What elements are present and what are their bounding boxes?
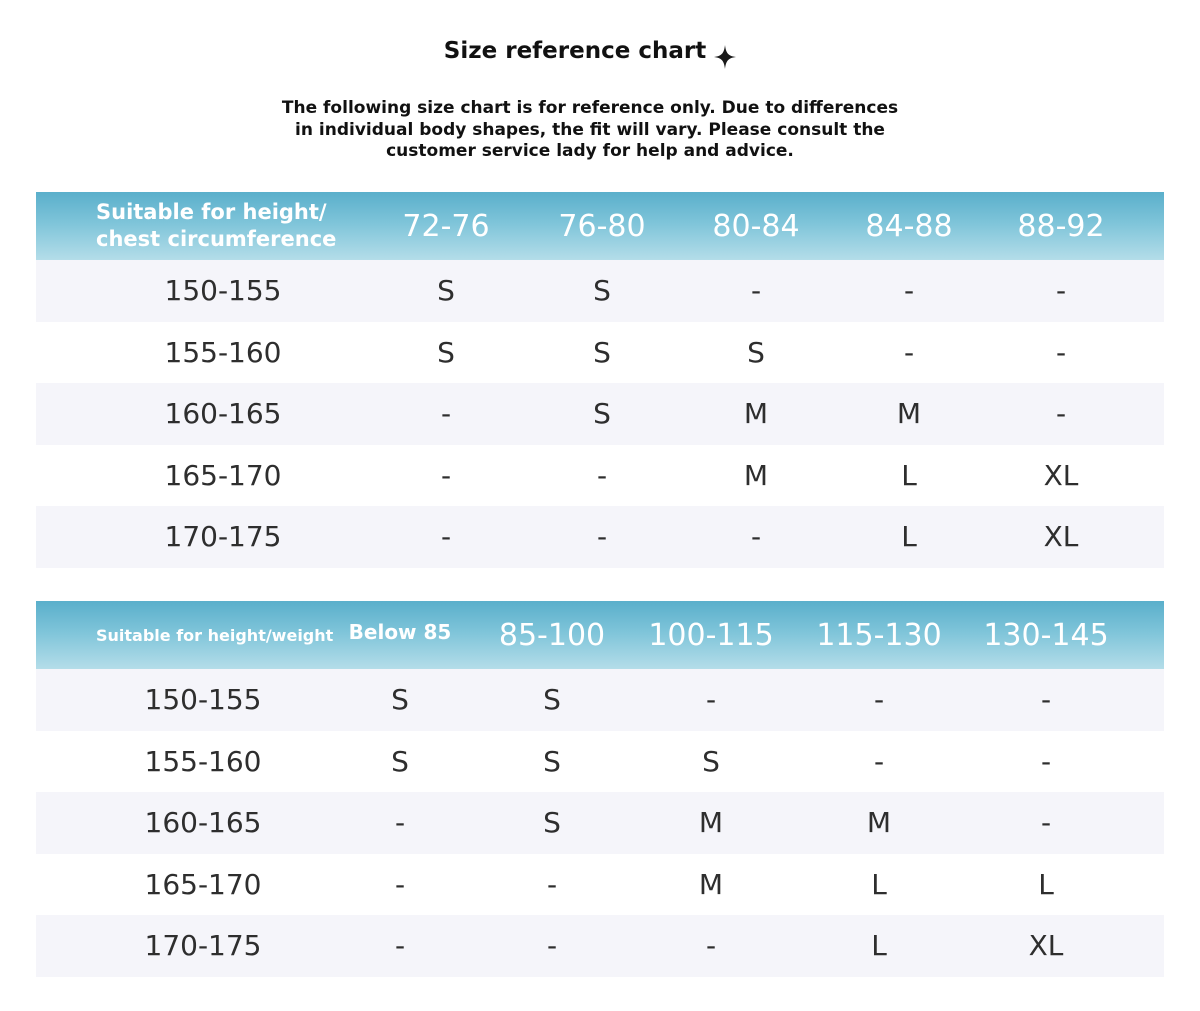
table-row <box>36 669 1164 731</box>
size-cell: S <box>593 335 611 369</box>
size-cell: - <box>750 520 762 554</box>
table-row <box>36 915 1164 977</box>
size-cell: L <box>871 929 887 963</box>
table-header <box>36 192 1164 260</box>
table-row <box>36 322 1164 384</box>
size-cell: S <box>593 397 611 431</box>
size-cell: S <box>437 335 455 369</box>
size-cell: - <box>705 929 717 963</box>
size-cell: S <box>593 274 611 308</box>
size-cell: - <box>903 335 915 369</box>
size-cell: S <box>543 744 561 778</box>
size-cell: XL <box>1043 458 1079 492</box>
size-cell: L <box>871 867 887 901</box>
size-cell: - <box>1055 397 1067 431</box>
size-table-chest <box>36 192 1164 568</box>
column-header: 100-115 <box>648 617 774 653</box>
size-cell: - <box>440 520 452 554</box>
table-row <box>36 445 1164 507</box>
column-header: 130-145 <box>983 617 1109 653</box>
height-label: 170-175 <box>144 929 262 963</box>
table-header <box>36 601 1164 669</box>
column-header: 85-100 <box>498 617 606 653</box>
size-cell: M <box>698 806 724 840</box>
size-cell: L <box>1038 867 1054 901</box>
size-cell: M <box>896 397 922 431</box>
column-header: 84-88 <box>865 208 953 244</box>
size-cell: - <box>596 520 608 554</box>
header-label: Suitable for height/weight <box>96 625 334 645</box>
height-label: 165-170 <box>144 867 262 901</box>
height-label: 150-155 <box>144 683 262 717</box>
column-header: 115-130 <box>816 617 942 653</box>
size-cell: - <box>440 458 452 492</box>
size-cell: - <box>1040 806 1052 840</box>
size-cell: M <box>743 458 769 492</box>
size-table-weight <box>36 601 1164 977</box>
height-label: 160-165 <box>164 397 282 431</box>
sparkle-icon <box>713 44 737 70</box>
size-cell: - <box>873 683 885 717</box>
size-cell: - <box>394 806 406 840</box>
size-cell: S <box>543 683 561 717</box>
size-cell: - <box>903 274 915 308</box>
size-cell: - <box>546 929 558 963</box>
size-cell: S <box>391 683 409 717</box>
size-cell: M <box>698 867 724 901</box>
column-header: 72-76 <box>402 208 490 244</box>
height-label: 150-155 <box>164 274 282 308</box>
size-cell: - <box>873 744 885 778</box>
size-cell: - <box>1040 683 1052 717</box>
height-label: 155-160 <box>164 335 282 369</box>
height-label: 165-170 <box>164 458 282 492</box>
size-cell: M <box>743 397 769 431</box>
size-cell: XL <box>1043 520 1079 554</box>
table-row <box>36 731 1164 793</box>
size-cell: S <box>747 335 765 369</box>
size-cell: - <box>1055 335 1067 369</box>
table-row <box>36 260 1164 322</box>
table-row <box>36 792 1164 854</box>
subtitle: The following size chart is for reference only. Due to differences in individual body shapes, the fit will vary. Please consult the customer service lady for help and advice. <box>281 98 899 161</box>
size-cell: - <box>596 458 608 492</box>
size-cell: - <box>1040 744 1052 778</box>
size-cell: - <box>546 867 558 901</box>
column-header: 88-92 <box>1017 208 1105 244</box>
table-row <box>36 383 1164 445</box>
table-row <box>36 854 1164 916</box>
height-label: 155-160 <box>144 744 262 778</box>
size-cell: XL <box>1028 929 1064 963</box>
page-title: Size reference chart <box>443 38 707 64</box>
size-cell: L <box>901 458 917 492</box>
height-label: 160-165 <box>144 806 262 840</box>
column-header: 80-84 <box>712 208 800 244</box>
header-label: Suitable for height/ chest circumference <box>96 200 337 251</box>
size-cell: S <box>543 806 561 840</box>
size-cell: - <box>1055 274 1067 308</box>
size-cell: - <box>394 867 406 901</box>
size-cell: - <box>705 683 717 717</box>
height-label: 170-175 <box>164 520 282 554</box>
column-header: Below 85 <box>348 620 452 644</box>
size-cell: S <box>391 744 409 778</box>
column-header: 76-80 <box>558 208 646 244</box>
size-cell: - <box>440 397 452 431</box>
size-cell: - <box>394 929 406 963</box>
size-cell: M <box>866 806 892 840</box>
table-row <box>36 506 1164 568</box>
size-cell: S <box>702 744 720 778</box>
size-cell: - <box>750 274 762 308</box>
size-cell: L <box>901 520 917 554</box>
size-cell: S <box>437 274 455 308</box>
